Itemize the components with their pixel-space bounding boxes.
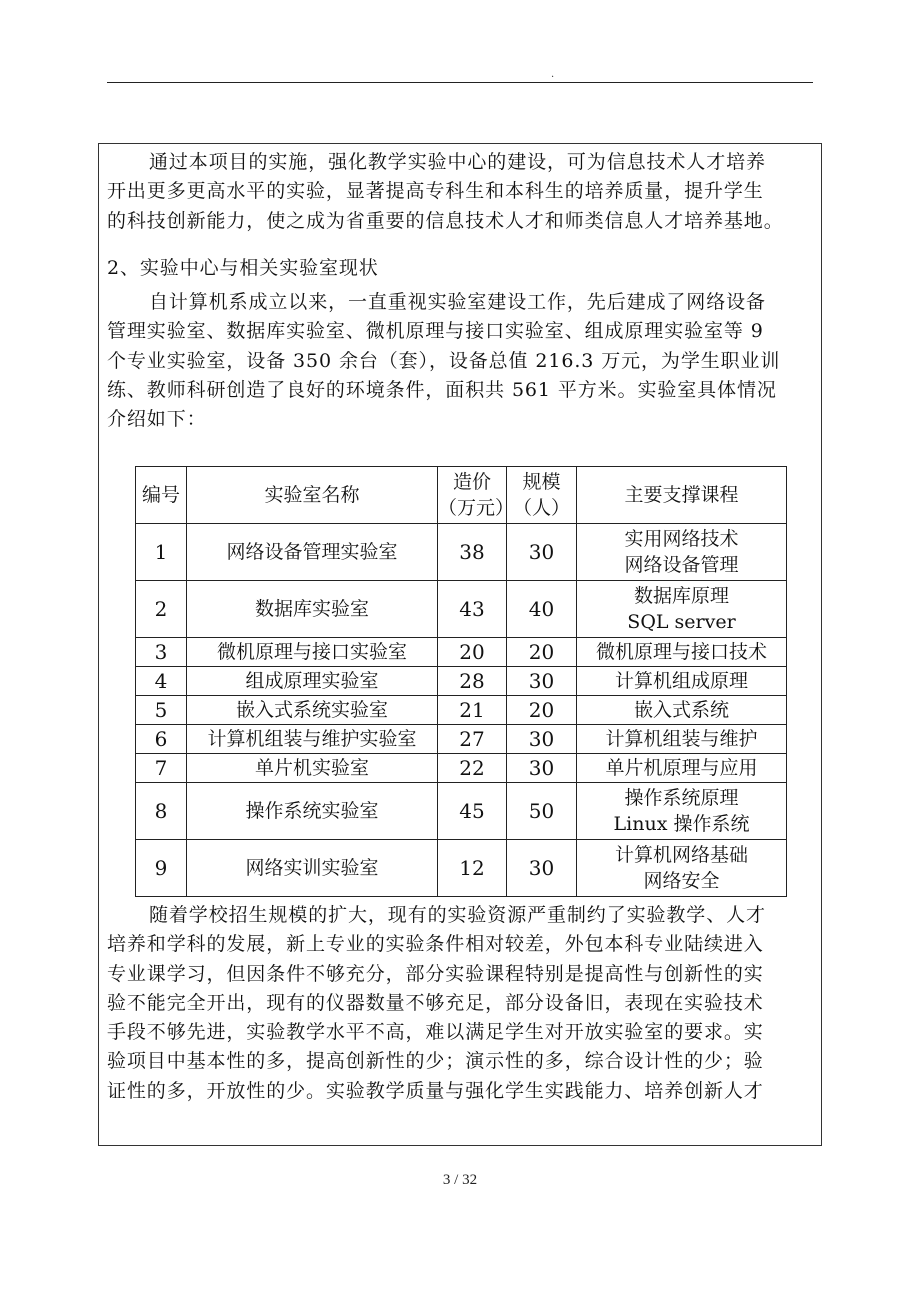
cell-cost: 43 [438, 581, 507, 638]
cell-name: 单片机实验室 [187, 754, 438, 783]
cell-id: 3 [136, 638, 187, 667]
cell-courses: 计算机组成原理 [577, 667, 787, 696]
header-name: 实验室名称 [187, 467, 438, 524]
cell-courses: 计算机组装与维护 [577, 725, 787, 754]
paragraph-intro [107, 148, 827, 236]
text-line: 验不能完全开出，现有的仪器数量不够充足，部分设备旧，表现在实验技术 [107, 991, 764, 1014]
table-row [136, 696, 787, 725]
cell-name: 数据库实验室 [187, 581, 438, 638]
cell-scale: 20 [507, 696, 577, 725]
text-line: 验项目中基本性的多，提高创新性的少；演示性的多，综合设计性的少；验 [107, 1050, 764, 1073]
cell-name: 网络实训实验室 [187, 840, 438, 897]
cell-id: 1 [136, 524, 187, 581]
cell-scale: 30 [507, 840, 577, 897]
course-line: Linux 操作系统 [613, 813, 750, 835]
cell-name: 网络设备管理实验室 [187, 524, 438, 581]
header-scale [507, 467, 577, 524]
header-id: 编号 [136, 467, 187, 524]
cell-name: 操作系统实验室 [187, 783, 438, 840]
table-row [136, 783, 787, 840]
text-line: 手段不够先进，实验教学水平不高，难以满足学生对开放实验室的要求。实 [107, 1021, 764, 1044]
course-line: 操作系统原理 [624, 787, 739, 809]
text-line: 管理实验室、数据库实验室、微机原理与接口实验室、组成原理实验室等 9 [107, 320, 764, 343]
course-line: 实用网络技术 [624, 528, 739, 550]
course-line: 计算机网络基础 [614, 844, 748, 866]
cell-id: 6 [136, 725, 187, 754]
course-line: 数据库原理 [633, 585, 729, 607]
cell-name: 嵌入式系统实验室 [187, 696, 438, 725]
cell-scale: 30 [507, 667, 577, 696]
cell-courses: 微机原理与接口技术 [577, 638, 787, 667]
cell-scale: 40 [507, 581, 577, 638]
cell-cost: 22 [438, 754, 507, 783]
cell-id: 9 [136, 840, 187, 897]
cell-courses: 单片机原理与应用 [577, 754, 787, 783]
text-line: 介绍如下： [107, 408, 207, 431]
cell-cost: 12 [438, 840, 507, 897]
paragraph-status [107, 288, 827, 434]
text-line: 通过本项目的实施，强化教学实验中心的建设，可为信息技术人才培养 [149, 151, 766, 173]
header-mark: . [551, 69, 555, 80]
cell-id: 2 [136, 581, 187, 638]
cell-name: 微机原理与接口实验室 [187, 638, 438, 667]
text-line: 证性的多，开放性的少。实验教学质量与强化学生实践能力、培养创新人才 [107, 1079, 764, 1102]
table-row [136, 524, 787, 581]
header-cost [438, 467, 515, 524]
course-line: 网络安全 [643, 870, 720, 892]
table-row [136, 638, 787, 667]
course-line: SQL server [627, 611, 736, 633]
cell-courses: 嵌入式系统 [577, 696, 787, 725]
cell-cost: 38 [438, 524, 507, 581]
cell-cost: 21 [438, 696, 507, 725]
table-row [136, 667, 787, 696]
cell-courses [577, 524, 787, 581]
cell-id: 4 [136, 667, 187, 696]
cell-courses [577, 840, 787, 897]
cell-courses [577, 581, 787, 638]
header-cost-line1: 造价 [452, 471, 491, 493]
header-scale-line1: 规模 [522, 471, 561, 493]
text-line: 开出更多更高水平的实验，显著提高专科生和本科生的培养质量，提升学生 [107, 180, 764, 203]
cell-cost: 20 [438, 638, 507, 667]
cell-name: 计算机组装与维护实验室 [187, 725, 438, 754]
table-row [136, 581, 787, 638]
cell-cost: 27 [438, 725, 507, 754]
text-line: 培养和学科的发展，新上专业的实验条件相对较差，外包本科专业陆续进入 [107, 933, 764, 956]
text-line: 随着学校招生规模的扩大，现有的实验资源严重制约了实验教学、人才 [149, 904, 766, 926]
cell-scale: 20 [507, 638, 577, 667]
cell-scale: 50 [507, 783, 577, 840]
lab-table [135, 466, 787, 897]
course-line: 网络设备管理 [624, 554, 739, 576]
text-line: 自计算机系成立以来，一直重视实验室建设工作，先后建成了网络设备 [149, 291, 766, 313]
cell-id: 7 [136, 754, 187, 783]
text-line: 练、教师科研创造了良好的环境条件，面积共 561 平方米。实验室具体情况 [107, 378, 777, 401]
page-number: 3 / 32 [442, 1172, 478, 1188]
cell-id: 8 [136, 783, 187, 840]
header-courses: 主要支撑课程 [577, 467, 787, 524]
header-cost-line2: （万元） [438, 497, 515, 519]
section-heading: 2、实验中心与相关实验室现状 [107, 257, 379, 279]
cell-courses [577, 783, 787, 840]
text-line: 专业课学习，但因条件不够充分，部分实验课程特别是提高性与创新性的实 [107, 962, 764, 985]
cell-cost: 45 [438, 783, 507, 840]
header-scale-line2: （人） [512, 497, 570, 519]
table-row [136, 725, 787, 754]
cell-cost: 28 [438, 667, 507, 696]
table-row [136, 840, 787, 897]
cell-scale: 30 [507, 524, 577, 581]
table-row [136, 754, 787, 783]
cell-scale: 30 [507, 725, 577, 754]
text-line: 的科技创新能力，使之成为省重要的信息技术人才和师类信息人才培养基地。 [107, 209, 784, 232]
text-line: 个专业实验室，设备 350 余台（套），设备总值 216.3 万元，为学生职业训 [107, 349, 781, 372]
cell-scale: 30 [507, 754, 577, 783]
cell-name: 组成原理实验室 [187, 667, 438, 696]
header-rule [107, 82, 813, 83]
cell-id: 5 [136, 696, 187, 725]
paragraph-problems [107, 901, 827, 1106]
